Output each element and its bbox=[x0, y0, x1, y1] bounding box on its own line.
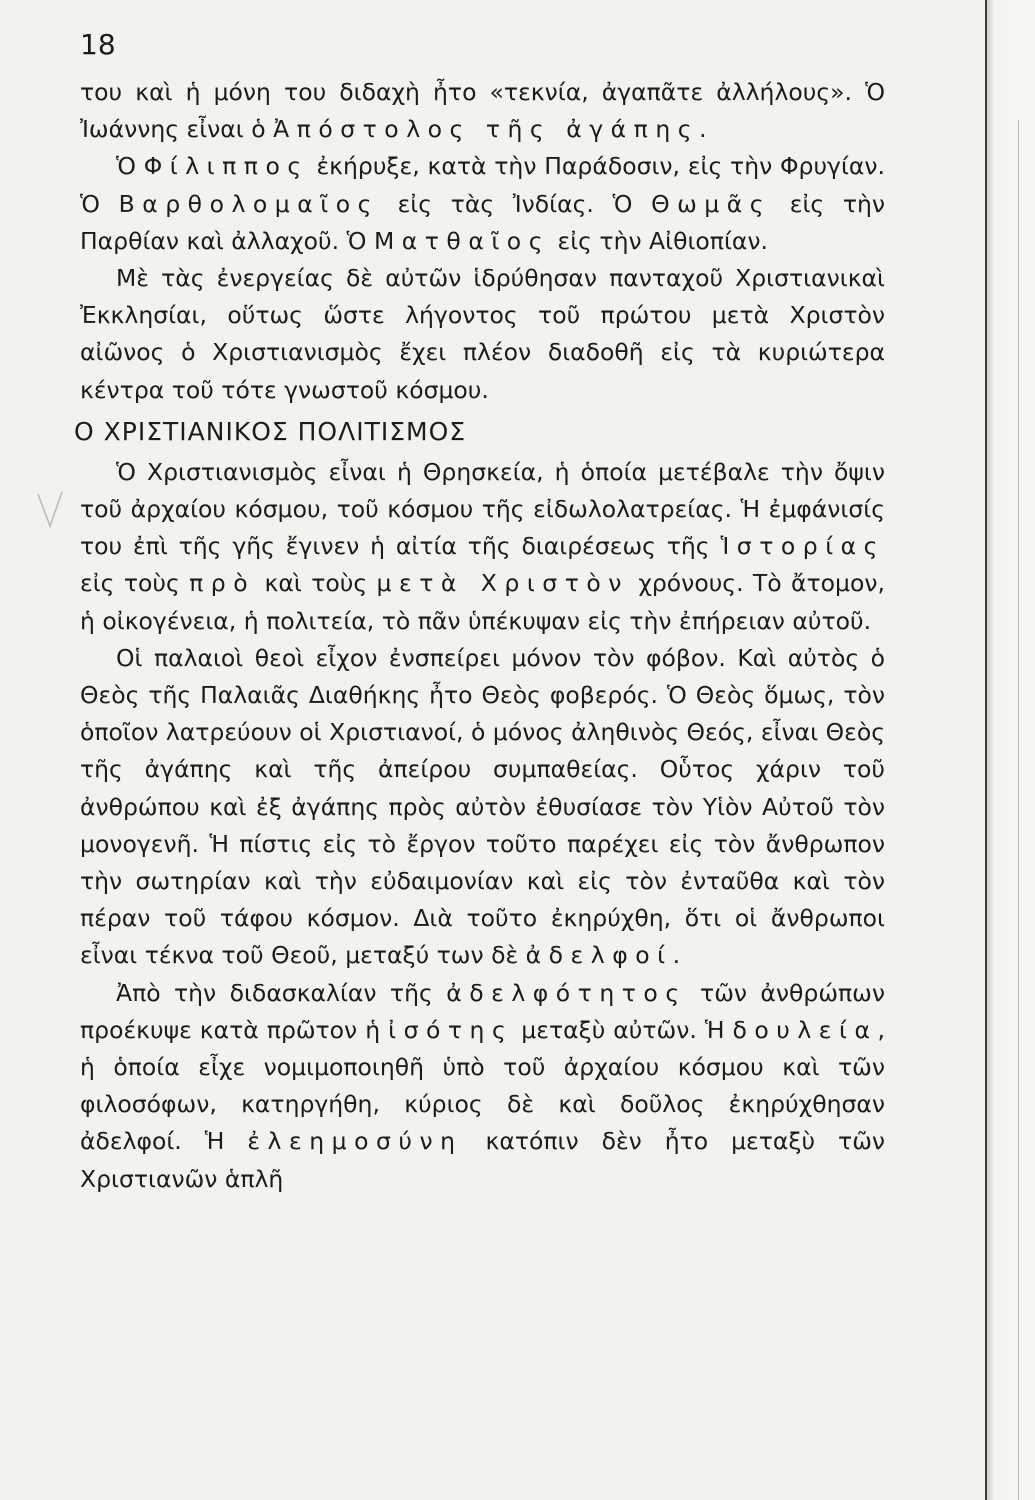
spaced-emphasis: δουλεία bbox=[732, 1015, 878, 1044]
spaced-emphasis: Θωμᾶς bbox=[651, 189, 772, 218]
body-text bbox=[74, 74, 886, 1198]
paragraph-christianity: Ὁ Χριστιανισμὸς εἶναι ἡ Θρησκεία, ἡ ὁποία μετέβαλε τὴν ὄψιν τοῦ ἀρχαίου κόσμου, τοῦ κόσμου τῆς εἰδωλολατρείας. Ἡ ἐμφάνισίς του ἐπὶ τῆς γῆς ἔγινεν ἡ αἰτία τῆς διαιρέσεως τῆς Ἱστορίας εἰς τοὺς πρὸ καὶ τοὺς μετὰ Χριστὸν χρόνους. Τὸ ἄτομον, ἡ οἰκογένεια, ἡ πολιτεία, τὸ πᾶν ὑπέκυψαν εἰς τὴν ἐπήρειαν αὐτοῦ. bbox=[80, 457, 885, 635]
spaced-emphasis: Βαρθολομαῖος bbox=[118, 189, 379, 218]
paragraph-brotherhood: Ἀπὸ τὴν διδασκαλίαν τῆς ἀδελφότητος τῶν ἀνθρώπων προέκυψε κατὰ πρῶτον ἡ ἰσότης μεταξὺ αὐτῶν. Ἡ δουλεία, ἡ ὁποία εἶχε νομιμοποιηθῆ ὑπὸ τοῦ ἀρχαίου κόσμου καὶ τῶν φιλοσόφων, κατηργήθη, κύριος δὲ καὶ δοῦλος ἐκηρύχθησαν ἀδελφοί. Ἡ ἐλεημοσύνη κατόπιν δὲν ἦτο μεταξὺ τῶν Χριστιανῶν ἁπλῆ bbox=[80, 978, 885, 1193]
paragraph-churches: Μὲ τὰς ἐνεργείας δὲ αὐτῶν ἱδρύθησαν πανταχοῦ Χριστιανικαὶ Ἐκκλησίαι, οὕτως ὥστε λήγοντος τοῦ πρώτου μετὰ Χριστὸν αἰῶνος ὁ Χριστιανισμὸς ἔχει πλέον διαδοθῆ εἰς τὰ κυριώτερα κέντρα τοῦ τότε γνωστοῦ κόσμου. bbox=[80, 264, 885, 404]
paragraph-john: του καὶ ἡ μόνη του διδαχὴ ἦτο «τεκνία, ἀγαπᾶτε ἀλλήλους». Ὁ Ἰωάννης εἶναι ὁ Ἀπόστολος τῆς ἀγάπης. bbox=[80, 78, 885, 144]
spaced-emphasis: ἀδελφότητος bbox=[446, 978, 687, 1007]
spaced-emphasis: ἐλεημοσύνη bbox=[247, 1127, 463, 1156]
paragraph-god-of-love: Οἱ παλαιοὶ θεοὶ εἶχον ἐνσπείρει μόνον τὸν φόβον. Καὶ αὐτὸς ὁ Θεὸς τῆς Παλαιᾶς Διαθήκης ἦτο Θεὸς φοβερός. Ὁ Θεὸς ὅμως, τὸν ὁποῖον λατρεύουν οἱ Χριστιανοί, ὁ μόνος ἀληθινὸς Θεός, εἶναι Θεὸς τῆς ἀγάπης καὶ τῆς ἀπείρου συμπαθείας. Οὗτος χάριν τοῦ ἀνθρώπου καὶ ἐξ ἀγάπης πρὸς αὐτὸν ἐθυσίασε τὸν Υἱὸν Αὐτοῦ τὸν μονογενῆ. Ἡ πίστις εἰς τὸ ἔργον τοῦτο παρέχει εἰς τὸν ἄνθρωπον τὴν σωτηρίαν καὶ τὴν εὐδαιμονίαν καὶ εἰς τὸν ἐνταῦθα καὶ τὸν πέραν τοῦ τάφου κόσμον. Διὰ τοῦτο ἐκηρύχθη, ὅτι οἱ ἄνθρωποι εἶναι τέκνα τοῦ Θεοῦ, μεταξύ των δὲ ἀδελφοί. bbox=[80, 643, 885, 970]
spaced-emphasis: ἰσότης bbox=[388, 1015, 514, 1044]
page-number: 18 bbox=[80, 28, 116, 61]
spaced-emphasis: Ἀπόστολος τῆς ἀγάπης bbox=[273, 115, 700, 144]
paragraph-apostles: Ὁ Φίλιππος ἐκήρυξε, κατὰ τὴν Παράδοσιν, εἰς τὴν Φρυγίαν. Ὁ Βαρθολομαῖος εἰς τὰς Ἰνδίας. Ὁ Θωμᾶς εἰς τὴν Παρθίαν καὶ ἀλλαχοῦ. Ὁ Ματθαῖος εἰς τὴν Αἰθιοπίαν. bbox=[80, 152, 886, 255]
spaced-emphasis: Ματθαῖος bbox=[373, 226, 551, 255]
spaced-emphasis: Ἱστορίας bbox=[720, 532, 885, 561]
spaced-emphasis: Φίλιππος bbox=[143, 152, 309, 181]
facing-page-edge bbox=[1018, 120, 1019, 1500]
margin-pencil-mark bbox=[36, 490, 66, 530]
spaced-emphasis: ἀδελφοί bbox=[525, 941, 673, 970]
spaced-emphasis: πρὸ bbox=[189, 569, 256, 598]
section-heading: Ο ΧΡΙΣΤΙΑΝΙΚΟΣ ΠΟΛΙΤΙΣΜΟΣ bbox=[74, 416, 467, 446]
spaced-emphasis: μετὰ Χριστὸν bbox=[376, 569, 629, 598]
book-gutter bbox=[985, 0, 1035, 1500]
